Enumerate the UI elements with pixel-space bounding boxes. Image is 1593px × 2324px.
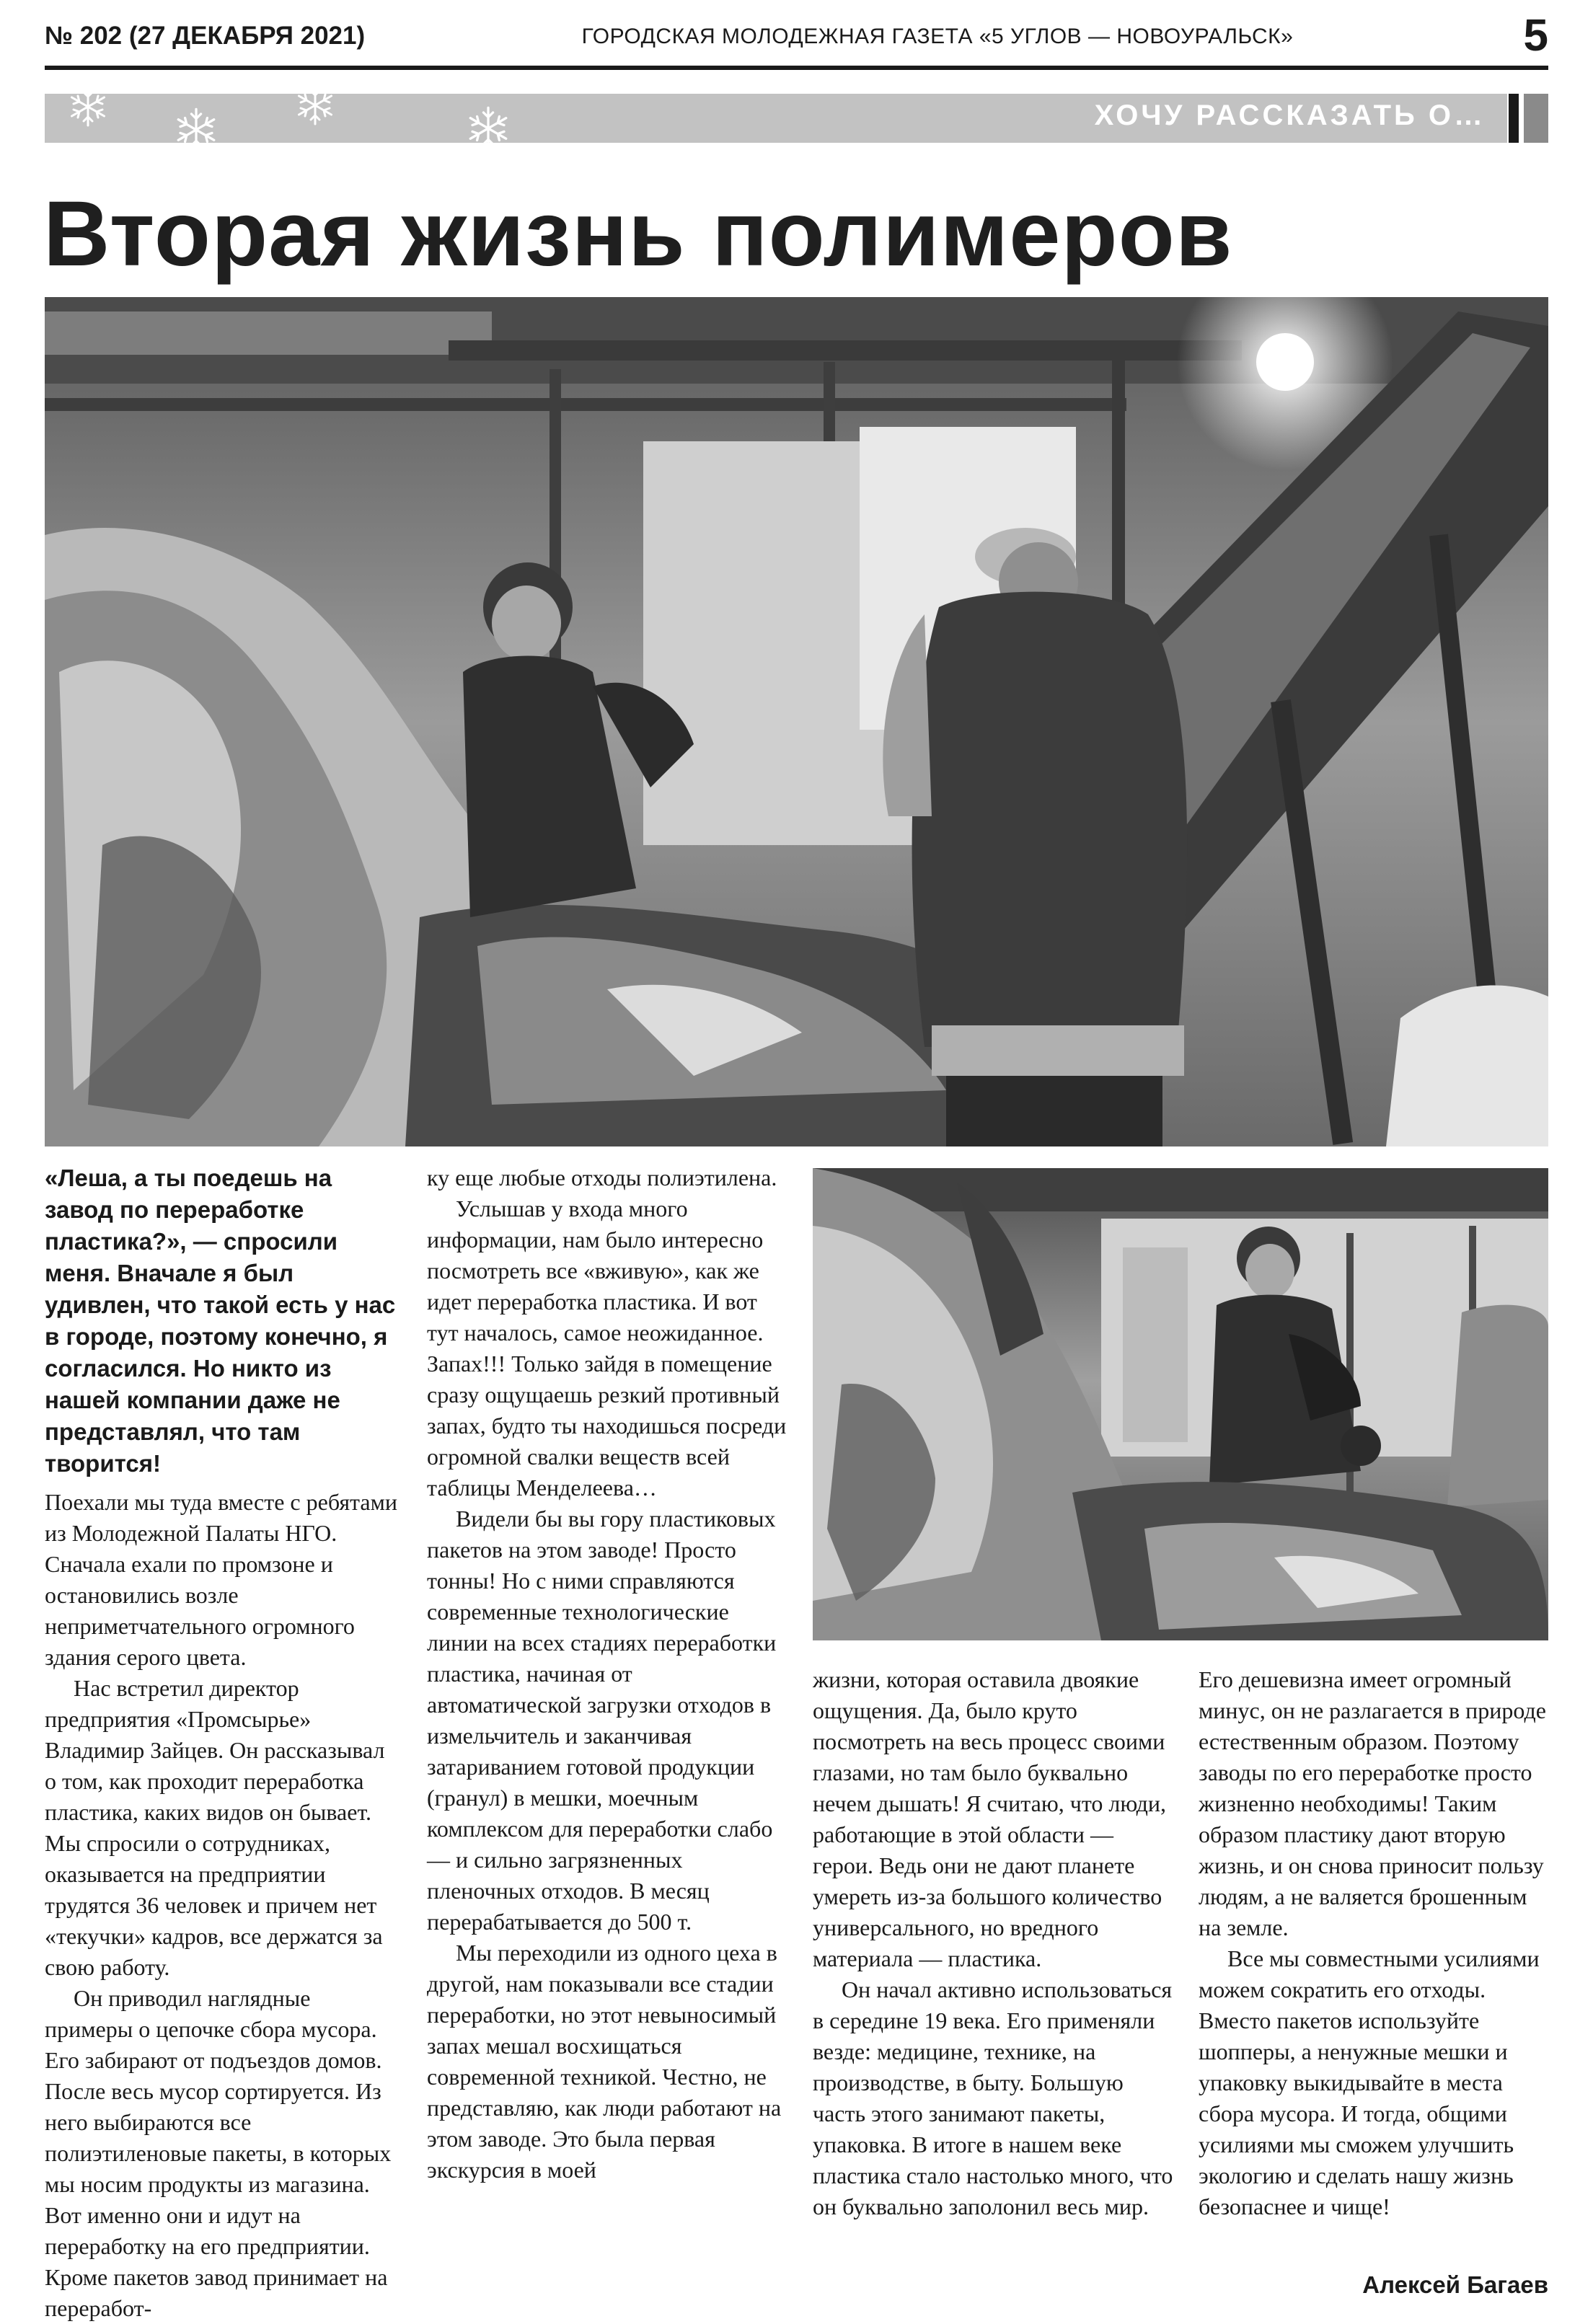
article-paragraph: Поехали мы туда вместе с ребятами из Молодежной Палаты НГО. Сначала ехали по промзоне и остановились возле неприметчательного огромного здания серого цвета. [45,1489,397,1670]
worker-sorting-photo [813,1168,1548,1640]
article-paragraph: Услышав у входа много информации, нам было интересно посмотреть все «вживую», как же идет переработка пластика. И вот тут началось, самое неожиданное. Запах!!! Только зайдя в помещение сразу ощущаешь резкий противный запах, будто ты находишься посреди огромной свалки веществ всей таблицы Менделеева… [427,1196,787,1501]
article-headline: Вторая жизнь полимеров [43,182,1233,286]
article-paragraph: Его дешевизна имеет огромный минус, он не разлагается в природе естественным образом. Поэтому заводы по его переработке просто жизненно необходимы! Таким образом пластику дают вторую жизнь, и он снова приносит пользу людям, а не валяется брошенным на земле. [1199,1666,1546,1940]
main-photo [45,297,1548,1146]
second-photo [813,1168,1548,1640]
rubric-bar [45,94,1507,143]
rubric-tab-gray [1524,94,1548,143]
article-column-4 [1199,1664,1548,2222]
article-author: Алексей Багаев [1362,2271,1548,2298]
rubric-tab-dark [1509,94,1519,143]
article-column-2 [427,1162,787,2186]
article-paragraph: Видели бы вы гору пластиковых пакетов на этом заводе! Просто тонны! Но с ними справляются современные технологические линии на всех стадиях переработки пластика, начиная от автоматической загрузки отходов в измельчитель и заканчивая затариванием готовой продукции (гранул) в мешки, моечным комплексом для переработки слабо— и сильно загрязненных пленочных отходов. В месяц перерабатывается до 500 т. [427,1506,777,1935]
article-paragraph: Мы переходили из одного цеха в другой, нам показывали все стадии переработки, но этот невыносимый запах мешал восхищаться современной техникой. Честно, не представляю, как люди работают на этом заводе. Это была первая экскурсия в моей [427,1940,782,2183]
header-rule [45,66,1548,70]
newspaper-title: ГОРОДСКАЯ МОЛОДЕЖНАЯ ГАЗЕТА «5 УГЛОВ — НОВОУРАЛЬСК» [581,25,1294,48]
article-paragraph: Он приводил наглядные примеры о цепочке сбора мусора. Его забирают от подъездов домов. После весь мусор сортируется. Из него выбираются все полиэтиленовые пакеты, в которых мы носим продукты из магазина. Вот именно они и идут на переработку на его предприятии. Кроме пакетов завод принимает на переработ- [45,1985,392,2321]
article-lead: «Леша, а ты поедешь на завод по переработке пластика?», — спросили меня. Вначале я был удивлен, что такой есть у нас в городе, поэтому конечно, я согласился. Но никто из нашей компании даже не представлял, что там творится! [45,1165,396,1477]
article-paragraph: ку еще любые отходы полиэтилена. [427,1165,777,1190]
rubric-title: ХОЧУ РАССКАЗАТЬ О… [1094,100,1486,131]
article-paragraph: жизни, которая оставила двоякие ощущения. Да, было круто посмотреть на весь процесс своими глазами, но там было буквально нечем дышать! Я считаю, что люди, работающие в этой области — герои. Ведь они не дают планете умереть из-за большого количество универсального, но вредного материала — пластика. [813,1666,1167,1971]
article-column-1 [45,1162,398,2324]
issue-info: № 202 (27 ДЕКАБРЯ 2021) [45,22,366,50]
article-paragraph: Он начал активно использоваться в середине 19 века. Его применяли везде: медицине, технике, на производстве, в быту. Большую часть этого занимают пакеты, упаковка. В итоге в нашем веке пластика стало настолько много, что он буквально заполонил весь мир. [813,1976,1173,2219]
page-number: 5 [1523,11,1548,61]
article-paragraph: Нас встретил директор предприятия «Промсырье» Владимир Зайцев. Он рассказывал о том, как проходит переработка пластика, каких видов он бывает. Мы спросили о сотрудниках, оказывается на предприятии трудятся 36 человек и причем нет «текучки» кадров, все держатся за свою работу. [45,1675,385,1980]
recycling-plant-photo [45,297,1548,1146]
article-column-3 [813,1664,1173,2222]
article-paragraph: Все мы совместными усилиями можем сократить его отходы. Вместо пакетов используйте шопперы, а ненужные мешки и упаковку выкидывайте в места сбора мусора. И тогда, общими усилиями мы сможем улучшить экологию и сделать нашу жизнь безопаснее и чище! [1199,1945,1540,2219]
